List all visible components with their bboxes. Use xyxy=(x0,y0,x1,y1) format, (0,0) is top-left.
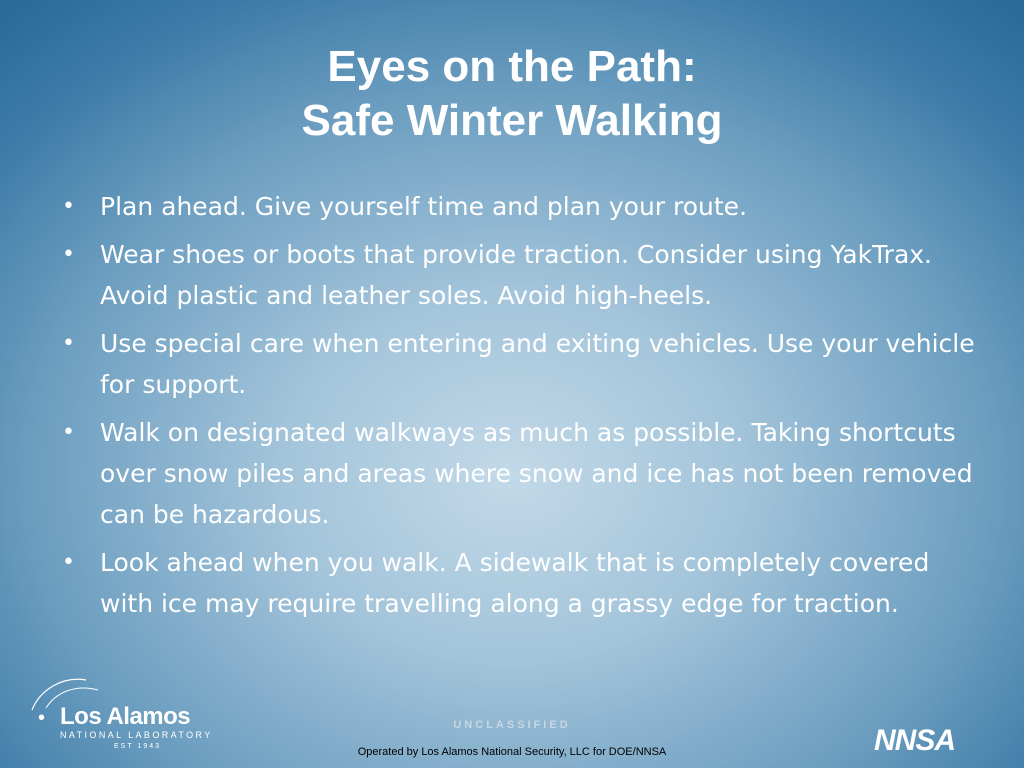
title-line-1: Eyes on the Path: xyxy=(327,42,697,91)
bullet-list xyxy=(58,186,978,631)
logo-name: Los Alamos xyxy=(60,703,191,730)
los-alamos-logo xyxy=(26,672,226,754)
logo-subtitle: NATIONAL LABORATORY xyxy=(60,730,213,740)
logo-dot-icon: • xyxy=(38,707,46,729)
bullet-item xyxy=(58,542,978,624)
bullet-icon: • xyxy=(62,550,75,575)
bullet-text: Look ahead when you walk. A sidewalk that is completely covered with ice may require travelling along a grassy edge for traction. xyxy=(100,548,930,618)
bullet-text: Wear shoes or boots that provide traction. Consider using YakTrax. Avoid plastic and leather soles. Avoid high-heels. xyxy=(100,240,933,310)
bullet-text: Plan ahead. Give yourself time and plan your route. xyxy=(100,192,748,221)
bullet-item xyxy=(58,234,978,316)
nnsa-logo: NNSA xyxy=(874,724,956,757)
bullet-icon: • xyxy=(62,194,75,219)
logo-est: EST 1943 xyxy=(114,743,162,750)
title-line-2: Safe Winter Walking xyxy=(301,96,723,145)
bullet-item xyxy=(58,323,978,405)
bullet-icon: • xyxy=(62,242,75,267)
bullet-icon: • xyxy=(62,420,75,445)
bullet-text: Walk on designated walkways as much as possible. Taking shortcuts over snow piles and areas where snow and ice has not been removed can be hazardous. xyxy=(100,418,973,529)
operated-by-text: Operated by Los Alamos National Security, LLC for DOE/NNSA xyxy=(357,746,667,758)
bullet-item xyxy=(58,186,978,227)
bullet-icon: • xyxy=(62,331,75,356)
slide-title xyxy=(0,40,1024,148)
bullet-item xyxy=(58,412,978,535)
bullet-text: Use special care when entering and exiting vehicles. Use your vehicle for support. xyxy=(100,329,975,399)
classification-label: UNCLASSIFIED xyxy=(453,719,571,731)
